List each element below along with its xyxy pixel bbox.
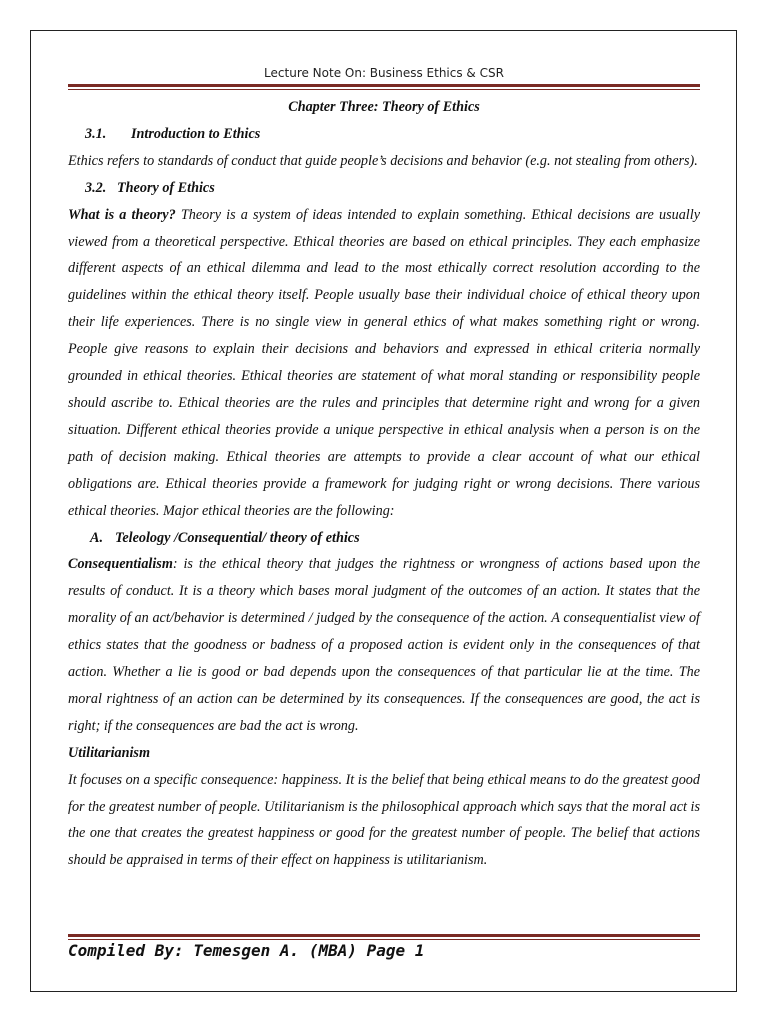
paragraph-consequentialism (68, 551, 700, 739)
section-heading-3-1 (68, 121, 700, 148)
section-number: 3.1. (85, 125, 107, 142)
page-footer: Compiled By: Temesgen A. (MBA) Page 1 (68, 941, 425, 960)
section-title: Introduction to Ethics (131, 125, 261, 142)
page-header: Lecture Note On: Business Ethics & CSR (264, 66, 504, 80)
subheading-utilitarianism: Utilitarianism (68, 744, 150, 761)
section-heading-a (68, 525, 700, 552)
section-number: 3.2. (85, 179, 107, 196)
section-title: Teleology /Consequential/ theory of ethics (115, 529, 360, 546)
paragraph-text: Theory is a system of ideas intended to explain something. Ethical decisions are usually viewed from a theoretical perspective. Ethical theories are based on ethical principles. They each emphasize different aspects of an ethical dilemma and lead to the most ethically correct resolution according to the guidelines within the ethical theory itself. People usually base their individual choice of ethical theory upon their life experiences. There is no single view in general ethics of what makes something right or wrong. People give reasons to explain their decisions and behaviors and expressed in ethical criteria normally grounded in ethical theories. Ethical theories are statement of what moral standing or responsibility people should ascribe to. Ethical theories are the rules and principles that determine right and wrong for a given situation. Different ethical theories provide a unique perspective in ethical analysis when a person is on the path of decision making. Ethical theories are attempts to provide a clear account of what our ethical obligations are. Ethical theories provide a framework for judging right or wrong decisions. There various ethical theories. Major ethical theories are the following: (68, 206, 700, 519)
section-number: A. (90, 529, 104, 546)
paragraph-lead: Consequentialism (68, 556, 173, 573)
footer-rule (68, 934, 700, 940)
paragraph-intro: Ethics refers to standards of conduct that guide people’s decisions and behavior (e.g. not stealing from others). (68, 152, 698, 169)
section-heading-3-2 (68, 175, 700, 202)
paragraph-lead: What is a theory? (68, 206, 176, 223)
paragraph-theory (68, 202, 700, 525)
document-body (68, 94, 700, 874)
chapter-title: Chapter Three: Theory of Ethics (288, 99, 480, 115)
header-rule (68, 84, 700, 90)
paragraph-utilitarianism: It focuses on a specific consequence: happiness. It is the belief that being ethical means to do the greatest good for the greatest number of people. Utilitarianism is the philosophical approach which says that the moral act is the one that creates the greatest happiness or good for the greatest number of people. The belief that actions should be appraised in terms of their effect on happiness is utilitarianism. (68, 771, 700, 869)
section-title: Theory of Ethics (117, 179, 215, 196)
paragraph-text: : is the ethical theory that judges the rightness or wrongness of actions based upon the results of conduct. It is a theory which bases moral judgment of the outcomes of an action. It states that the morality of an act/behavior is determined / judged by the consequence of the action. A consequentialist view of ethics states that the goodness or badness of a proposed action is evident only in the consequences of that action. Whether a lie is good or bad depends upon the consequences of that particular lie at the time. The moral rightness of an action can be determined by its consequences. If the consequences are good, the act is right; if the consequences are bad the act is wrong. (68, 556, 700, 734)
